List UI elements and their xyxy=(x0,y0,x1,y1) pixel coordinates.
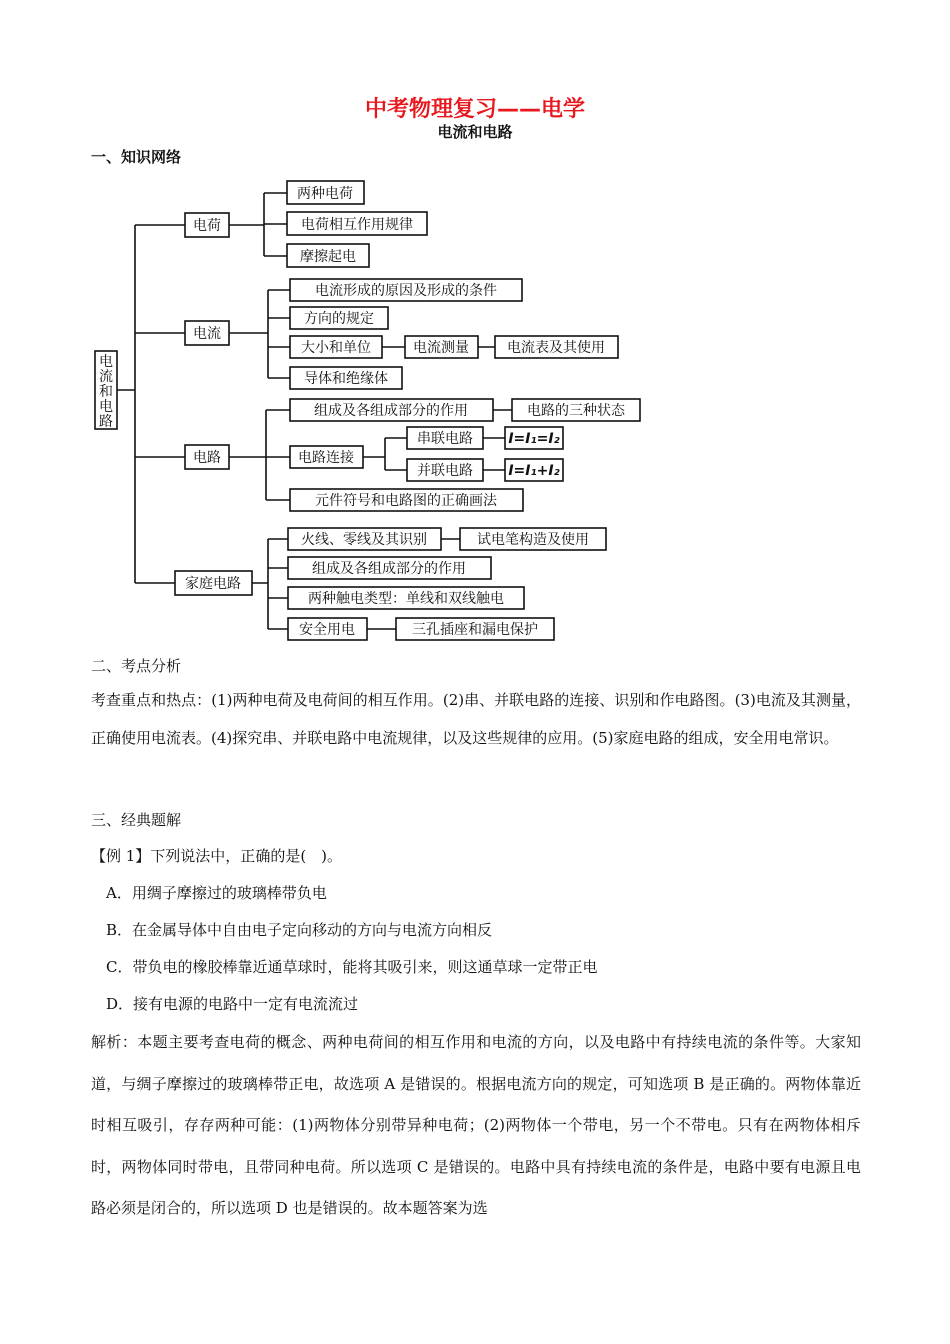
node-safety: 安全用电 xyxy=(299,622,355,638)
section-heading-network: 一、知识网络 xyxy=(91,148,182,166)
node-series-eq: I=I₁=I₂ xyxy=(508,431,560,447)
analysis-paragraph: 考查重点和热点：(1)两种电荷及电荷间的相互作用。(2)串、并联电路的连接、识别和作电路图。(3)电流及其测量，正确使用电流表。(4)探究串、并联电路中电流规律，以及这些规律的应用。(5)家庭电路的组成，安全用电常识。 xyxy=(91,691,861,747)
node-home-composition: 组成及各组成部分的作用 xyxy=(312,561,466,577)
node-composition: 组成及各组成部分的作用 xyxy=(314,403,468,419)
node-tester: 试电笔构造及使用 xyxy=(477,532,589,548)
root-char: 电 xyxy=(99,399,113,415)
node-measure: 电流测量 xyxy=(413,340,469,356)
option-d: D．接有电源的电路中一定有电流流过 xyxy=(106,995,359,1013)
node-friction: 摩擦起电 xyxy=(300,249,356,265)
node-ammeter: 电流表及其使用 xyxy=(507,340,605,356)
node-symbols: 元件符号和电路图的正确画法 xyxy=(315,493,497,509)
root-char: 流 xyxy=(99,369,113,385)
section-heading-analysis: 二、考点分析 xyxy=(91,657,182,675)
section-heading-examples: 三、经典题解 xyxy=(91,811,182,829)
root-char: 电 xyxy=(99,354,113,370)
root-char: 和 xyxy=(99,384,113,400)
node-current: 电流 xyxy=(193,326,221,342)
node-two-charges: 两种电荷 xyxy=(297,186,353,202)
node-home-circuit: 家庭电路 xyxy=(185,576,241,592)
node-live-neutral: 火线、零线及其识别 xyxy=(301,532,427,548)
option-c: C．带负电的橡胶棒靠近通草球时，能将其吸引来，则这通草球一定带正电 xyxy=(106,958,598,976)
node-series: 串联电路 xyxy=(417,431,473,447)
node-current-cause: 电流形成的原因及形成的条件 xyxy=(315,283,497,299)
node-socket: 三孔插座和漏电保护 xyxy=(412,622,538,638)
option-a: A．用绸子摩擦过的玻璃棒带负电 xyxy=(106,884,327,902)
node-conductor: 导体和绝缘体 xyxy=(304,371,388,387)
node-size-unit: 大小和单位 xyxy=(301,340,371,356)
node-charge: 电荷 xyxy=(193,218,221,234)
node-direction: 方向的规定 xyxy=(304,311,374,327)
node-parallel-eq: I=I₁+I₂ xyxy=(508,463,560,479)
node-circuit: 电路 xyxy=(193,450,221,466)
node-charge-law: 电荷相互作用规律 xyxy=(301,217,413,233)
solution-paragraph: 解析：本题主要考查电荷的概念、两种电荷间的相互作用和电流的方向，以及电路中有持续电流的条件等。大家知道，与绸子摩擦过的玻璃棒带正电，故选项 A 是错误的。根据电流方向的规定，可知选项 B 是正确的。两物体靠近时相互吸引，存存两种可能：(1)两物体分别带异种电荷；(2)两物体一个带电，另一个不带电。只有在两物体相斥时，两物体同时带电，且带同种电荷。所以选项 C 是错误的。电路中具有持续电流的条件是，电路中要有电源且电路必须是闭合的，所以选项 D 也是错误的。故本题答案为选 xyxy=(91,1033,861,1217)
option-b: B．在金属导体中自由电子定向移动的方向与电流方向相反 xyxy=(106,921,493,939)
node-parallel: 并联电路 xyxy=(417,463,473,479)
page-title: 中考物理复习——电学 xyxy=(364,97,585,122)
root-char: 路 xyxy=(99,414,113,430)
node-connection: 电路连接 xyxy=(298,450,354,466)
node-shock-types: 两种触电类型：单线和双线触电 xyxy=(308,591,504,607)
example-question: 【例 1】下列说法中，正确的是( )。 xyxy=(91,847,343,865)
node-three-states: 电路的三种状态 xyxy=(527,403,625,419)
knowledge-network-diagram xyxy=(0,0,950,660)
page-subtitle: 电流和电路 xyxy=(437,123,513,141)
